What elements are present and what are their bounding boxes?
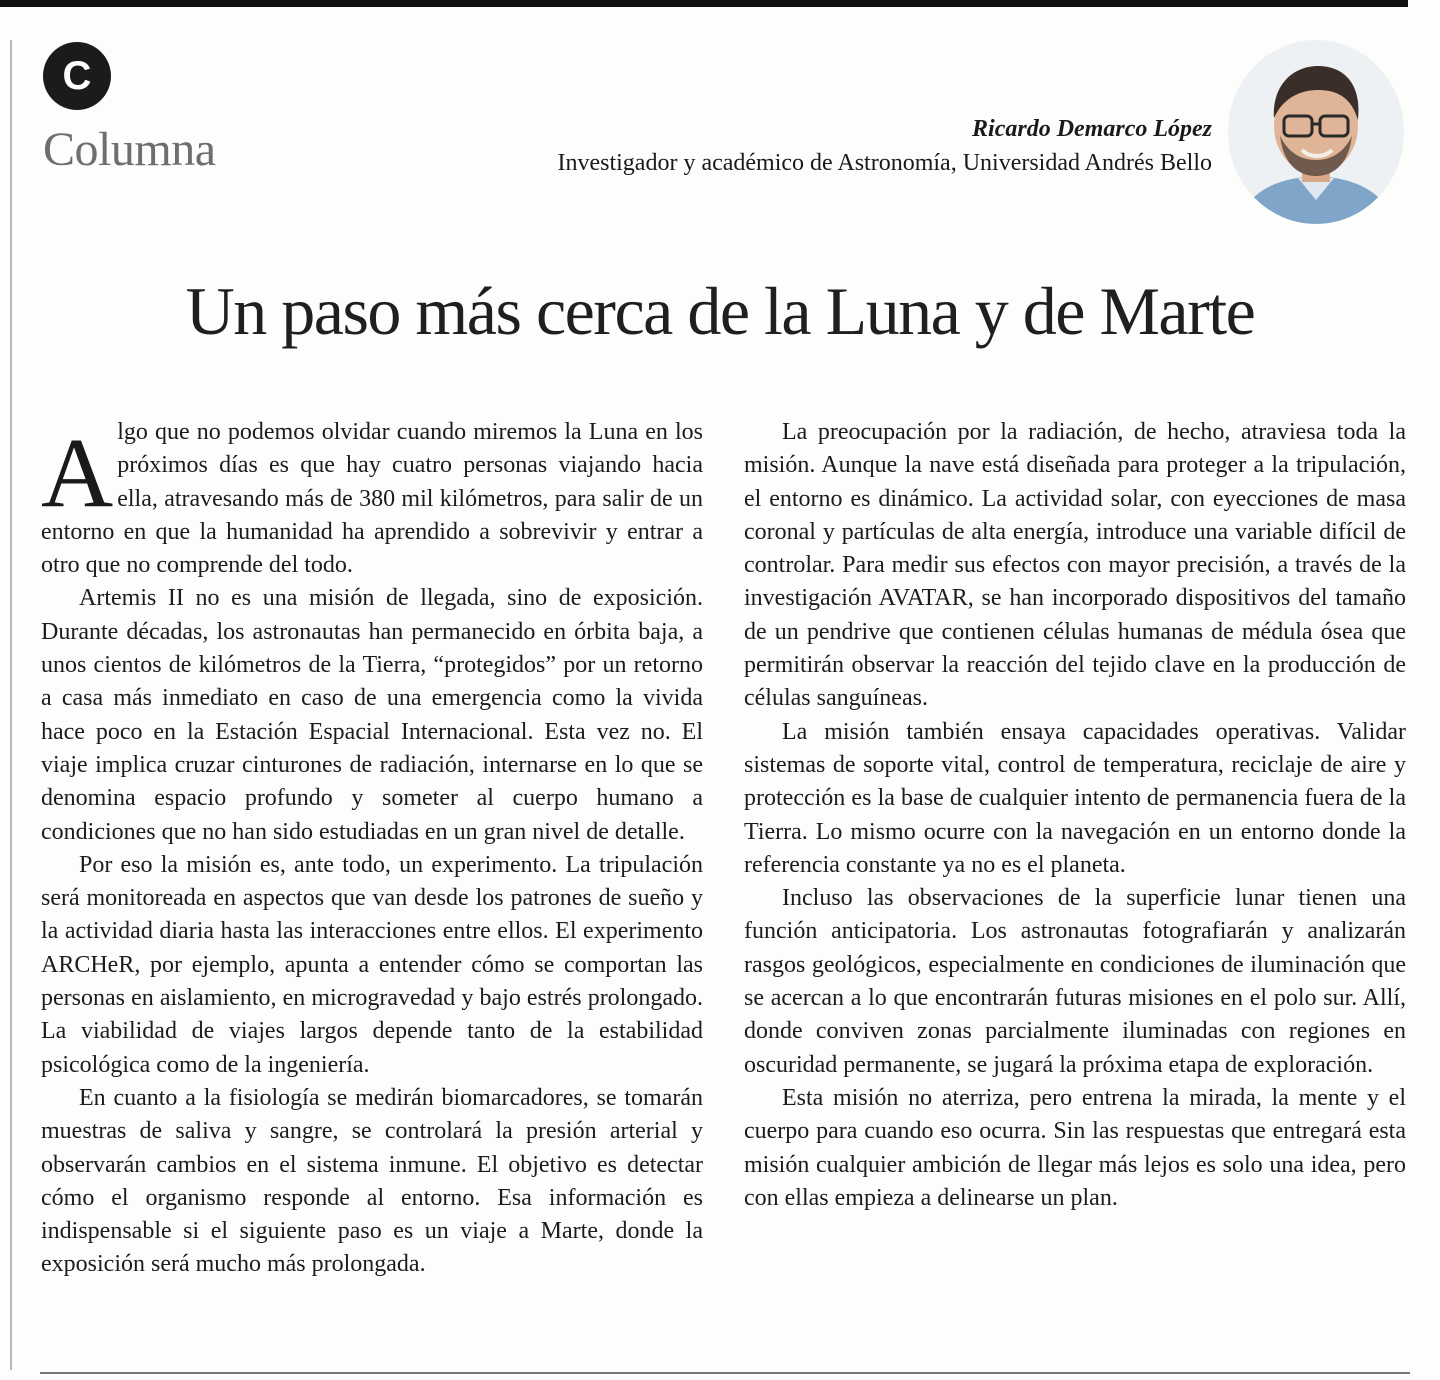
left-margin-rule	[10, 40, 12, 1370]
top-rule	[0, 0, 1408, 7]
article-column-left	[41, 416, 703, 1282]
article-paragraph: Por eso la misión es, ante todo, un experimento. La tripulación será monitoreada en aspectos que van desde los patrones de sueño y la actividad diaria hasta las interacciones entre ellos. El experimento ARCHeR, por ejemplo, apunta a entender cómo se comportan las personas en aislamiento, en microgravedad y bajo estrés prolongado. La viabilidad de viajes largos depende tanto de la estabilidad psicológica como de la ingeniería.	[41, 851, 703, 1078]
article-paragraph: La misión también ensaya capacidades operativas. Validar sistemas de soporte vital, control de temperatura, reciclaje de aire y protección es la base de cualquier intento de permanencia fuera de la Tierra. Lo mismo ocurre con la navegación en un entorno donde la referencia constante ya no es el planeta.	[744, 718, 1406, 878]
article-paragraph: En cuanto a la fisiología se medirán biomarcadores, se tomarán muestras de saliva y sangre, se controlará la presión arterial y observarán cambios en el sistema inmune. El objetivo es detectar cómo el organismo responde al entorno. Esa información es indispensable si el siguiente paso es un viaje a Marte, donde la exposición será mucho más prolongada.	[41, 1084, 703, 1278]
headline: Un paso más cerca de la Luna y de Marte	[185, 273, 1255, 349]
portrait-illustration	[1228, 40, 1404, 224]
author-portrait	[1228, 40, 1404, 224]
drop-cap: A	[41, 417, 114, 528]
author-name: Ricardo Demarco López	[972, 116, 1212, 142]
column-badge-icon: C	[43, 42, 111, 110]
author-role: Investigador y académico de Astronomía, Universidad Andrés Bello	[557, 150, 1212, 176]
section-label: Columna	[43, 123, 216, 176]
article-column-right	[744, 416, 1406, 1215]
article-paragraph: Esta misión no aterriza, pero entrena la mirada, la mente y el cuerpo para cuando eso ocurra. Sin las respuestas que entregará esta misión cualquier ambición de llegar más lejos es solo una idea, pero con ellas empieza a delinearse un plan.	[744, 1084, 1406, 1211]
paragraph-text: lgo que no podemos olvidar cuando miremos la Luna en los próximos días es que hay cuatro personas viajando hacia ella, atravesando más de 380 mil kilómetros, para salir de un entorno en que la humanidad ha aprendido a sobrevivir y entrar a otro que no comprende del todo.	[41, 419, 703, 579]
article-paragraph: Artemis II no es una misión de llegada, sino de exposición. Durante décadas, los astronautas han permanecido en órbita baja, a unos cientos de kilómetros de la Tierra, “protegidos” por un retorno a casa más inmediato en caso de una emergencia como la vivida hace poco en la Estación Espacial Internacional. Esta vez no. El viaje implica cruzar cinturones de radiación, internarse en lo que se denomina espacio profundo y someter al cuerpo humano a condiciones que no han sido estudiadas en un gran nivel de detalle.	[41, 585, 703, 845]
article-paragraph	[41, 416, 703, 582]
article-paragraph: Incluso las observaciones de la superficie lunar tienen una función anticipatoria. Los astronautas fotografiarán y analizarán rasgos geológicos, especialmente en condiciones de iluminación que se acercan a lo que encontrarán futuras misiones en el polo sur. Allí, donde conviven zonas parcialmente iluminadas con regiones en oscuridad permanente, se jugará la próxima etapa de exploración.	[744, 885, 1406, 1078]
bottom-rule	[40, 1372, 1410, 1374]
article-paragraph: La preocupación por la radiación, de hecho, atraviesa toda la misión. Aunque la nave está diseñada para proteger a la tripulación, el entorno es dinámico. La actividad solar, con eyecciones de masa coronal y partículas de alta energía, introduce una variable difícil de controlar. Para medir sus efectos con mayor precisión, a través de la investigación AVATAR, se han incorporado dispositivos del tamaño de un pendrive que contienen células humanas de médula ósea que permitirán observar la reacción del tejido clave en la producción de células sanguíneas.	[744, 419, 1406, 712]
